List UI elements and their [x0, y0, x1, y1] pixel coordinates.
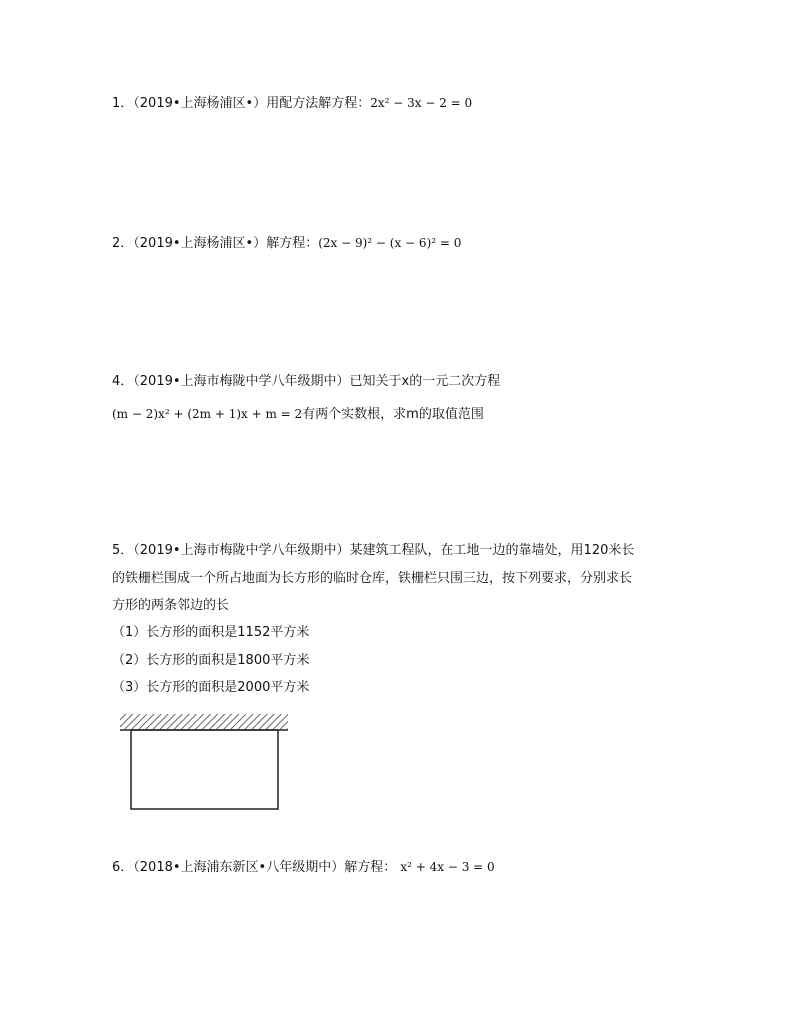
- problem-1-text: 用配方法解方程：: [266, 96, 371, 111]
- problem-2-source: （2019•上海杨浦区•）: [133, 236, 267, 251]
- problem-4-line-1: [112, 373, 500, 391]
- warehouse-figure: [120, 712, 290, 812]
- problem-4-line-2: [112, 405, 484, 424]
- problem-5-subitem-3: （3）长方形的面积是2000平方米: [112, 680, 310, 695]
- problem-1-number: 1．: [112, 96, 134, 111]
- problem-6-equation: x² + 4x − 3 = 0: [400, 860, 495, 874]
- fence-rectangle: [131, 730, 278, 809]
- problem-6-number: 6．: [112, 860, 134, 875]
- problem-5-source: （2019•上海市梅陇中学八年级期中）: [133, 543, 350, 558]
- problem-5-line-1: [112, 542, 634, 560]
- problem-5-text-1: 某建筑工程队，在工地一边的靠墙处，用120米长: [349, 543, 635, 558]
- problem-5-number: 5．: [112, 543, 134, 558]
- problem-2-text: 解方程：: [266, 236, 319, 251]
- problem-6-source: （2018•上海浦东新区•八年级期中）: [133, 860, 345, 875]
- wall-hatching: [120, 714, 288, 729]
- problem-4-equation: (m − 2)x² + (2m + 1)x + m = 2: [112, 407, 303, 421]
- problem-1-equation: 2x² − 3x − 2 = 0: [370, 96, 473, 110]
- problem-5-line-3: 方形的两条邻边的长: [112, 598, 230, 613]
- problem-5-line-2: 的铁栅栏围成一个所占地面为长方形的临时仓库，铁栅栏只围三边，按下列要求，分别求长: [112, 571, 633, 586]
- problem-2-number: 2．: [112, 236, 134, 251]
- problem-2: [112, 234, 461, 253]
- problem-4-text-after: 有两个实数根，求m的取值范围: [302, 407, 484, 422]
- problem-4-text: 已知关于x的一元二次方程: [349, 374, 501, 389]
- problem-5-subitem-2: （2）长方形的面积是1800平方米: [112, 653, 310, 668]
- problem-2-equation: (2x − 9)² − (x − 6)² = 0: [318, 236, 462, 250]
- problem-5-subitem-1: （1）长方形的面积是1152平方米: [112, 625, 310, 640]
- problem-6: [112, 858, 495, 877]
- problem-1: [112, 94, 472, 113]
- problem-4-source: （2019•上海市梅陇中学八年级期中）: [133, 374, 350, 389]
- problem-6-text: 解方程：: [344, 860, 397, 875]
- problem-1-source: （2019•上海杨浦区•）: [133, 96, 267, 111]
- problem-4-number: 4．: [112, 374, 134, 389]
